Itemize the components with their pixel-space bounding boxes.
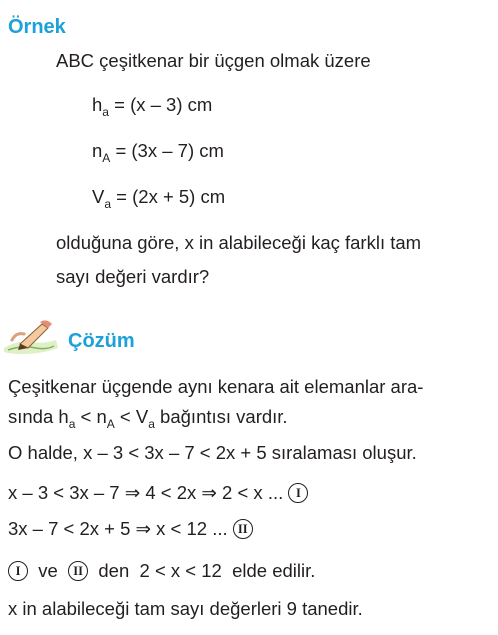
line2-pre: sında xyxy=(8,406,59,427)
line4-text: x – 3 < 3x – 7 ⇒ 4 < 2x ⇒ 2 < x ... xyxy=(8,482,289,503)
eq2-rhs: = (3x – 7) cm xyxy=(110,140,224,161)
line2-post: bağıntısı vardır. xyxy=(154,406,288,427)
solution-line-5 xyxy=(8,518,253,540)
line2-lt1: < xyxy=(75,406,97,427)
roman-two-badge: II xyxy=(68,561,88,581)
solution-line-1: Çeşitkenar üçgende aynı kenara ait elemanlar ara- xyxy=(8,376,424,397)
solution-line-4 xyxy=(8,482,308,504)
line2-n: n xyxy=(96,406,107,427)
line6-rest: den 2 < x < 12 elde edilir. xyxy=(88,560,316,581)
eq3-rhs: = (2x + 5) cm xyxy=(111,186,226,207)
eq2-symbol: n xyxy=(92,140,103,161)
solution-line-6 xyxy=(8,560,315,582)
solution-heading: Çözüm xyxy=(68,330,135,352)
pencil-writing-icon xyxy=(2,318,60,358)
line2-v: V xyxy=(135,406,149,427)
example-heading: Örnek xyxy=(8,16,66,38)
line2-h: h xyxy=(58,406,69,427)
solution-line-7: x in alabileceği tam sayı değerleri 9 tanedir. xyxy=(8,598,363,619)
equation-altitude xyxy=(92,94,213,119)
solution-line-3: O halde, x – 3 < 3x – 7 < 2x + 5 sıralaması oluşur. xyxy=(8,442,417,463)
solution-line-2 xyxy=(8,406,288,431)
roman-one-badge: I xyxy=(288,483,308,503)
eq2-subscript: A xyxy=(102,151,111,165)
line2-lt2: < xyxy=(114,406,136,427)
eq1-rhs: = (x – 3) cm xyxy=(108,94,213,115)
equation-median xyxy=(92,140,224,165)
example-intro: ABC çeşitkenar bir üçgen olmak üzere xyxy=(56,50,371,71)
equation-bisector xyxy=(92,186,226,211)
line6-ve: ve xyxy=(28,560,69,581)
line2-v-sub: a xyxy=(148,417,155,431)
line5-text: 3x – 7 < 2x + 5 ⇒ x < 12 ... xyxy=(8,518,233,539)
eq3-symbol: V xyxy=(92,186,105,207)
roman-one-badge: I xyxy=(8,561,28,581)
roman-two-badge: II xyxy=(233,519,253,539)
question-line-1: olduğuna göre, x in alabileceği kaç farklı tam xyxy=(56,232,422,253)
eq1-subscript: a xyxy=(102,105,109,119)
eq3-subscript: a xyxy=(104,197,112,211)
question-line-2: sayı değeri vardır? xyxy=(56,266,210,287)
line2-n-sub: A xyxy=(106,417,115,431)
line2-h-sub: a xyxy=(68,417,76,431)
eq1-symbol: h xyxy=(92,94,103,115)
